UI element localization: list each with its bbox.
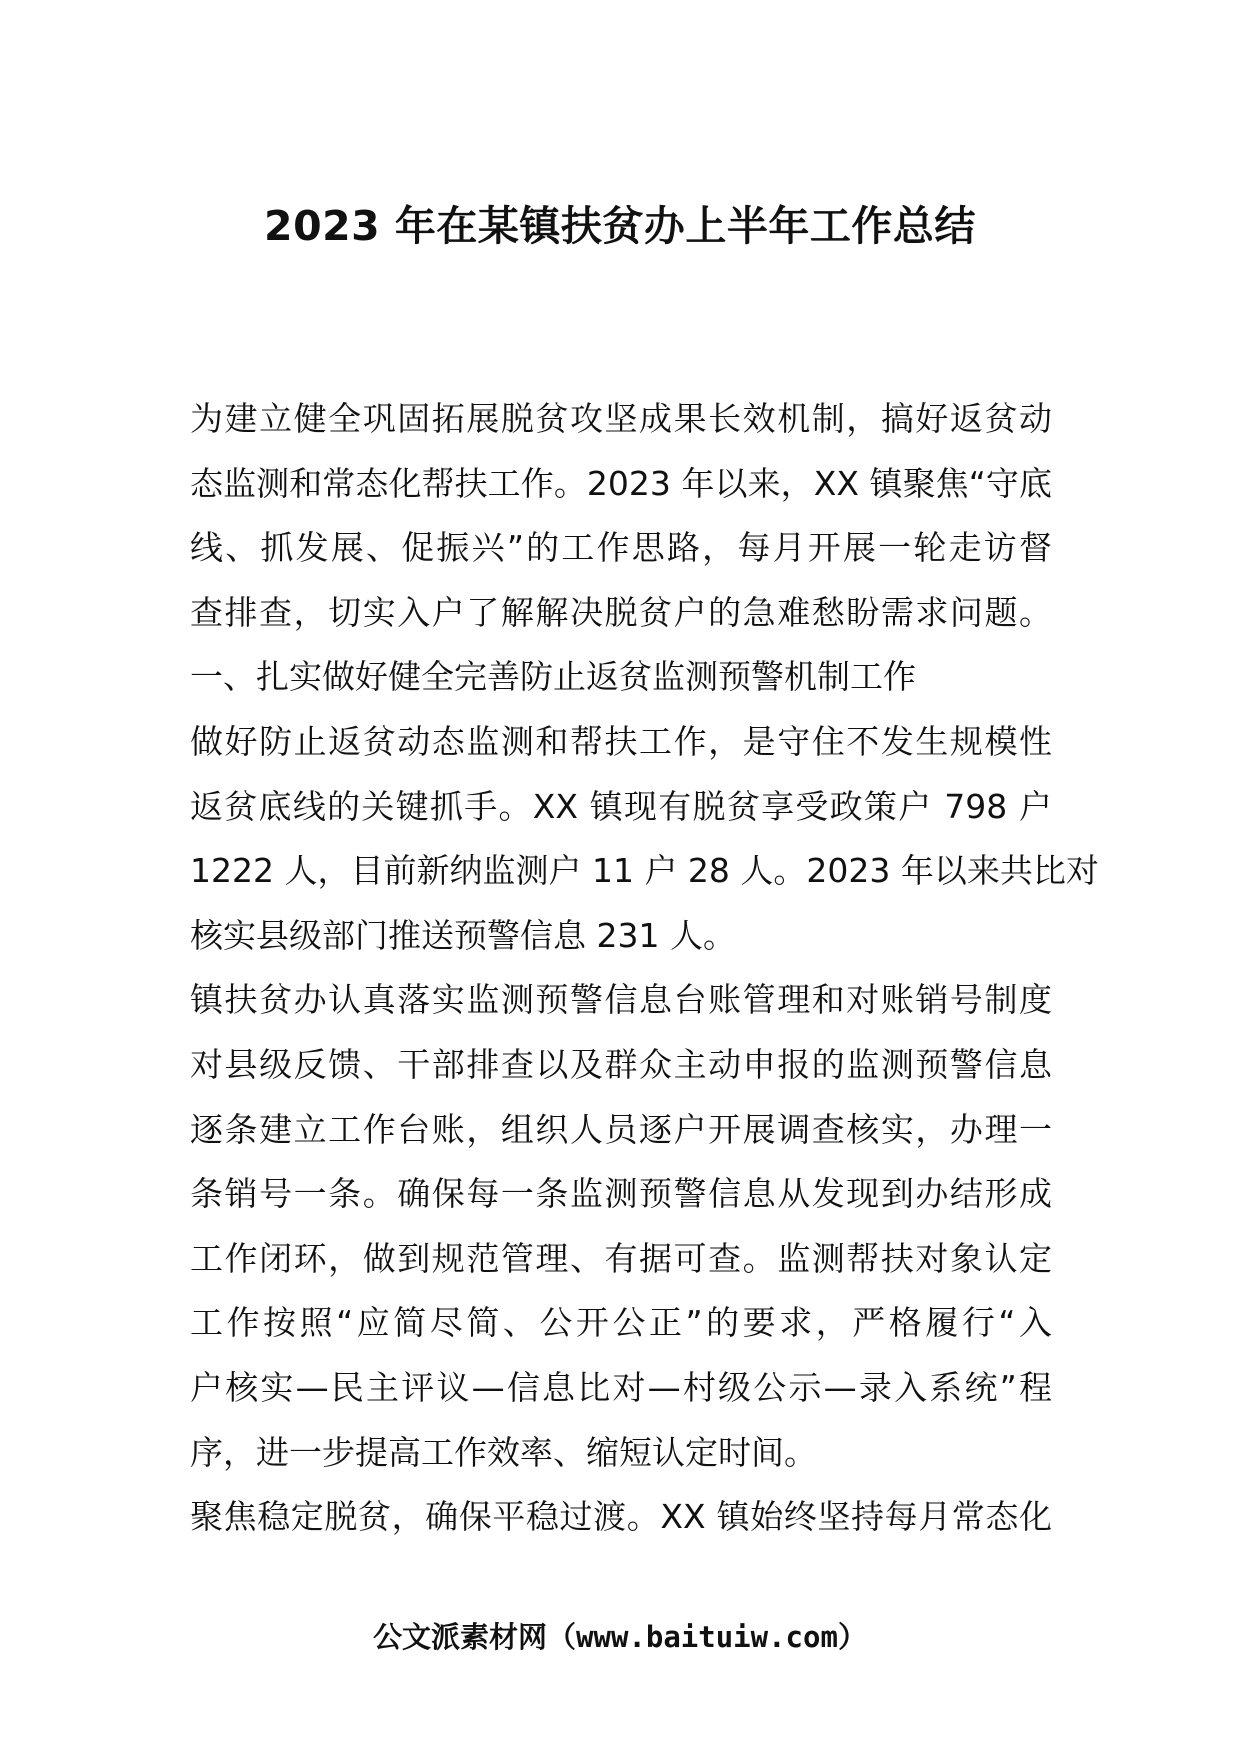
paragraph-line: 对县级反馈、干部排查以及群众主动申报的监测预警信息: [190, 1044, 1052, 1084]
paragraph-line: 做好防止返贫动态监测和帮扶工作，是守住不发生规模性: [190, 721, 1052, 761]
paragraph-line: 聚焦稳定脱贫，确保平稳过渡。XX 镇始终坚持每月常态化: [190, 1497, 1052, 1537]
document-title: 2023 年在某镇扶贫办上半年工作总结: [264, 202, 976, 250]
paragraph-line: 户核实—民主评议—信息比对—村级公示—录入系统”程: [190, 1367, 1052, 1407]
paragraph-line: 镇扶贫办认真落实监测预警信息台账管理和对账销号制度: [190, 980, 1052, 1020]
paragraph-line: 线、抓发展、促振兴”的工作思路，每月开展一轮走访督: [190, 528, 1052, 568]
footer-url: （www.baituiw.com）: [547, 1620, 867, 1654]
paragraph-line: 为建立健全巩固拓展脱贫攻坚成果长效机制，搞好返贫动: [190, 399, 1052, 438]
paragraph-line: 返贫底线的关键抓手。XX 镇现有脱贫享受政策户 798 户: [190, 786, 1052, 826]
paragraph-line: 态监测和常态化帮扶工作。2023 年以来，XX 镇聚焦“守底: [190, 463, 1052, 503]
page-footer: [0, 1615, 1240, 1659]
paragraph-line: 核实县级部门推送预警信息 231 人。: [190, 915, 736, 955]
section-heading: 一、扎实做好健全完善防止返贫监测预警机制工作: [190, 657, 916, 697]
paragraph-line: 1222 人，目前新纳监测户 11 户 28 人。2023 年以来共比对: [190, 851, 1099, 891]
paragraph-line: 逐条建立工作台账，组织人员逐户开展调查核实，办理一: [190, 1109, 1052, 1149]
document-body: [190, 387, 1099, 1550]
paragraph-line: 工作按照“应简尽简、公开公正”的要求，严格履行“入: [190, 1303, 1052, 1343]
paragraph-line: 工作闭环，做到规范管理、有据可查。监测帮扶对象认定: [190, 1238, 1052, 1278]
paragraph-line: 序，进一步提高工作效率、缩短认定时间。: [190, 1432, 817, 1472]
footer-site-name: 公文派素材网: [373, 1620, 548, 1654]
paragraph-line: 查排查，切实入户了解解决脱贫户的急难愁盼需求问题。: [190, 592, 1052, 632]
paragraph-line: 条销号一条。确保每一条监测预警信息从发现到办结形成: [190, 1174, 1052, 1214]
